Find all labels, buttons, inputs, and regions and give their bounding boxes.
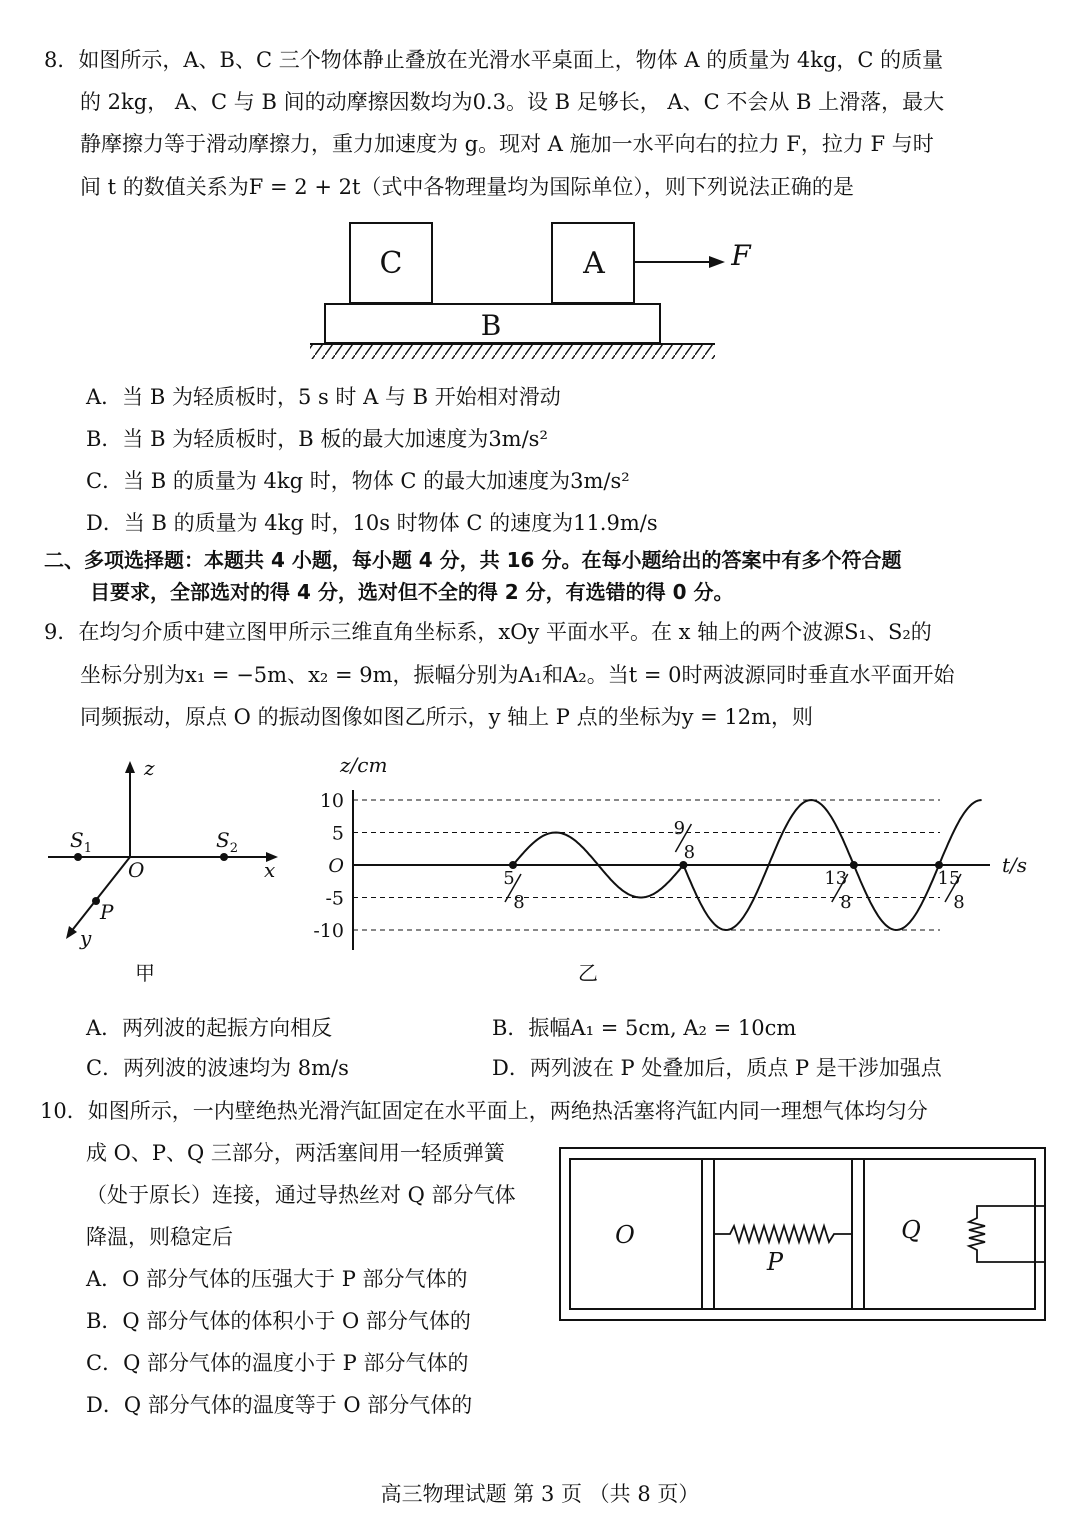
fig-yi-vibration-chart bbox=[310, 750, 1040, 990]
section2-line-1: 二、多项选择题：本题共 4 小题，每小题 4 分，共 16 分。在每小题给出的答案中有多个符合题 bbox=[44, 548, 902, 572]
q8-option-b: B．当 B 为轻质板时，B 板的最大加速度为3m/s² bbox=[86, 427, 548, 451]
q9-line-1: 9．在均匀介质中建立图甲所示三维直角坐标系，xOy 平面水平。在 x 轴上的两个波源S₁、S₂的 bbox=[44, 620, 932, 644]
q9-option-b: B．振幅A₁ = 5cm, A₂ = 10cm bbox=[492, 1016, 797, 1040]
chart-xlabel: t/s bbox=[1002, 853, 1028, 877]
page-footer: 高三物理试题 第 3 页 （共 8 页） bbox=[380, 1482, 700, 1506]
q8-option-d: D．当 B 的质量为 4kg 时，10s 时物体 C 的速度为11.9m/s bbox=[86, 511, 658, 535]
q10-cylinder-figure bbox=[555, 1140, 1055, 1330]
chart-t-label bbox=[938, 868, 965, 913]
fig-yi-caption: 乙 bbox=[578, 961, 598, 985]
region-o-label: O bbox=[615, 1221, 635, 1249]
chart-t-label-denominator: 8 bbox=[683, 842, 696, 863]
fig-jia-caption: 甲 bbox=[135, 961, 155, 985]
heating-wire-resistor bbox=[969, 1206, 1045, 1262]
chart-t-label-denominator: 8 bbox=[513, 892, 525, 913]
q8-line-1: 8．如图所示，A、B、C 三个物体静止叠放在光滑水平桌面上，物体 A 的质量为 4kg，C 的质量 bbox=[44, 48, 944, 72]
q10-option-c: C．Q 部分气体的温度小于 P 部分气体的 bbox=[86, 1351, 469, 1375]
left-piston bbox=[702, 1159, 714, 1309]
q8-option-c: C．当 B 的质量为 4kg 时，物体 C 的最大加速度为3m/s² bbox=[86, 469, 630, 493]
origin-label: O bbox=[128, 858, 145, 882]
q8-blocks-figure bbox=[305, 215, 775, 375]
chart-ylabel: z/cm bbox=[340, 753, 388, 777]
right-piston bbox=[852, 1159, 864, 1309]
s1-label-main: S bbox=[70, 828, 84, 852]
chart-t-label-numerator: 13 bbox=[824, 868, 848, 889]
block-c-label: C bbox=[379, 246, 403, 281]
chart-point bbox=[850, 861, 858, 869]
cylinder-inner-wall bbox=[570, 1159, 1035, 1309]
z-axis-arrow-icon bbox=[125, 761, 135, 773]
q9-option-c: C．两列波的波速均为 8m/s bbox=[86, 1056, 349, 1080]
chart-y-ticks bbox=[313, 790, 344, 942]
section2-line-2: 目要求，全部选对的得 4 分，选对但不全的得 2 分，有选错的得 0 分。 bbox=[90, 580, 734, 604]
chart-y-tick-label: 10 bbox=[319, 790, 344, 812]
chart-t-label-denominator: 8 bbox=[953, 892, 965, 913]
chart-t-label-numerator: 15 bbox=[937, 868, 961, 889]
s1-label bbox=[70, 828, 92, 856]
block-b-label: B bbox=[480, 309, 502, 342]
q8-line-4: 间 t 的数值关系为F = 2 + 2t（式中各物理量均为国际单位），则下列说法正确的是 bbox=[80, 175, 854, 199]
q10-line-2: 成 O、P、Q 三部分，两活塞间用一轻质弹簧 bbox=[86, 1141, 505, 1165]
chart-t-label bbox=[503, 868, 524, 913]
spring bbox=[714, 1226, 852, 1242]
chart-y-tick-label: 5 bbox=[331, 822, 344, 845]
region-q-label: Q bbox=[901, 1216, 921, 1244]
p-label: P bbox=[100, 900, 114, 924]
y-axis-arrow-icon bbox=[66, 926, 77, 939]
chart-y-tick-label: O bbox=[328, 855, 344, 877]
q10-option-b: B．Q 部分气体的体积小于 O 部分气体的 bbox=[86, 1309, 471, 1333]
force-arrow-head bbox=[709, 256, 725, 268]
x-axis-label: x bbox=[264, 858, 276, 882]
q10-line-1: 10．如图所示，一内壁绝热光滑汽缸固定在水平面上，两绝热活塞将汽缸内同一理想气体均匀分 bbox=[40, 1099, 928, 1123]
q9-line-3: 同频振动，原点 O 的振动图像如图乙所示，y 轴上 P 点的坐标为y = 12m，则 bbox=[80, 705, 814, 729]
q9-option-d: D．两列波在 P 处叠加后，质点 P 是干涉加强点 bbox=[492, 1056, 942, 1080]
region-p-label: P bbox=[766, 1248, 784, 1276]
q8-line-2: 的 2kg， A、C 与 B 间的动摩擦因数均为0.3。设 B 足够长， A、C 不会从 B 上滑落，最大 bbox=[80, 90, 945, 114]
q10-line-3: （处于原长）连接，通过导热丝对 Q 部分气体 bbox=[86, 1183, 516, 1207]
fig-jia-coordinate-system bbox=[40, 755, 290, 990]
q8-option-a: A．当 B 为轻质板时，5 s 时 A 与 B 开始相对滑动 bbox=[86, 385, 561, 409]
s1-point bbox=[74, 853, 82, 861]
q10-option-a: A．O 部分气体的压强大于 P 部分气体的 bbox=[86, 1267, 468, 1291]
q10-option-d: D．Q 部分气体的温度等于 O 部分气体的 bbox=[86, 1393, 473, 1417]
table-hatching bbox=[310, 345, 715, 359]
s2-label-sub: 2 bbox=[229, 841, 238, 856]
chart-t-label-denominator: 8 bbox=[840, 892, 852, 913]
chart-y-tick-label: -10 bbox=[313, 920, 344, 942]
s2-label-main: S bbox=[216, 828, 230, 852]
chart-t-label-numerator: 9 bbox=[673, 818, 686, 839]
force-label: F bbox=[731, 239, 751, 272]
z-axis-label: z bbox=[144, 756, 155, 780]
p-point bbox=[92, 897, 100, 905]
block-a-label: A bbox=[583, 246, 605, 281]
q10-line-4: 降温，则稳定后 bbox=[86, 1225, 233, 1249]
chart-t-label bbox=[824, 868, 851, 913]
s2-label bbox=[216, 828, 238, 856]
y-axis-label: y bbox=[80, 926, 92, 950]
q9-option-a: A．两列波的起振方向相反 bbox=[86, 1016, 333, 1040]
s2-point bbox=[220, 853, 228, 861]
chart-y-tick-label: -5 bbox=[325, 887, 344, 910]
s1-label-sub: 1 bbox=[83, 841, 92, 856]
q9-line-2: 坐标分别为x₁ = −5m、x₂ = 9m，振幅分别为A₁和A₂。当t = 0时两波源同时垂直水平面开始 bbox=[80, 663, 955, 687]
q8-line-3: 静摩擦力等于滑动摩擦力，重力加速度为 g。现对 A 施加一水平向右的拉力 F，拉力 F 与时 bbox=[80, 132, 934, 156]
chart-t-label bbox=[674, 818, 695, 863]
chart-t-label-numerator: 5 bbox=[503, 868, 515, 889]
